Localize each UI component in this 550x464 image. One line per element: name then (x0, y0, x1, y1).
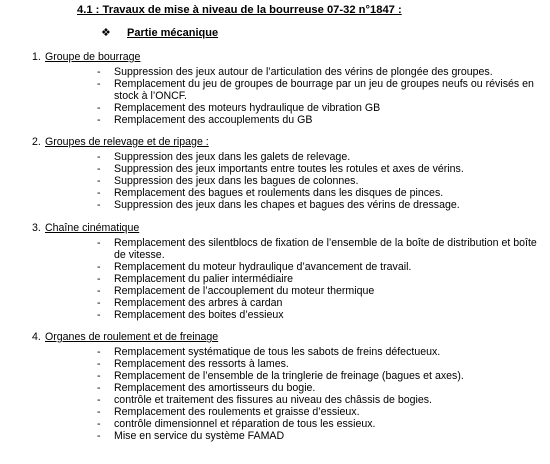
item-text: Suppression des jeux dans les galets de relevage. (114, 151, 351, 163)
list-item (32, 406, 537, 418)
list-item (32, 430, 537, 442)
item-text: Remplacement de l’accouplement du moteur thermique (114, 285, 375, 297)
section-label: Groupes de relevage et de ripage : (45, 136, 209, 148)
dash-bullet-icon: - (97, 199, 101, 211)
item-text: Remplacement des boites d’essieux (114, 309, 284, 321)
subtitle (101, 27, 218, 39)
list-item (32, 297, 537, 309)
section-label: Groupe de bourrage (45, 51, 141, 63)
dash-bullet-icon: - (97, 406, 101, 418)
list-item (32, 175, 537, 187)
section-number: 4. (32, 331, 41, 343)
item-text: contrôle et traitement des fissures au niveau des châssis de bogies. (114, 394, 432, 406)
list-item (32, 151, 537, 163)
dash-bullet-icon: - (97, 358, 101, 370)
item-text: Remplacement des accouplements du GB (114, 114, 313, 126)
subtitle-text: Partie mécanique (127, 27, 219, 39)
document-title: 4.1 : Travaux de mise à niveau de la bourreuse 07-32 n°1847 : (77, 4, 402, 16)
list-item (32, 309, 537, 321)
item-list (32, 237, 537, 321)
section-organes-de-roulement (32, 331, 537, 442)
list-item (32, 261, 537, 273)
item-list (32, 66, 537, 126)
list-item (32, 78, 537, 102)
section-heading (32, 331, 537, 343)
dash-bullet-icon: - (97, 382, 101, 394)
dash-bullet-icon: - (97, 430, 101, 442)
item-list (32, 151, 537, 211)
dash-bullet-icon: - (97, 66, 101, 78)
list-item (32, 66, 537, 78)
list-item (32, 114, 537, 126)
section-label: Chaîne cinématique (45, 222, 140, 234)
item-text: Mise en service du système FAMAD (114, 430, 285, 442)
dash-bullet-icon: - (97, 102, 101, 114)
dash-bullet-icon: - (97, 175, 101, 187)
item-text: Suppression des jeux dans les chapes et bagues des vérins de dressage. (114, 199, 460, 211)
dash-bullet-icon: - (97, 114, 101, 126)
dash-bullet-icon: - (97, 418, 101, 430)
dash-bullet-icon: - (97, 163, 101, 175)
list-item (32, 370, 537, 382)
item-text: Remplacement des bagues et roulements dans les disques de pinces. (114, 187, 444, 199)
section-groupe-de-bourrage (32, 51, 537, 126)
item-text: Remplacement des roulements et graisse d’essieux. (114, 406, 360, 418)
section-number: 3. (32, 222, 41, 234)
item-text: Remplacement du moteur hydraulique d’avancement de travail. (114, 261, 412, 273)
list-item (32, 237, 537, 261)
list-item (32, 382, 537, 394)
dash-bullet-icon: - (97, 297, 101, 309)
dash-bullet-icon: - (97, 237, 101, 249)
section-label: Organes de roulement et de freinage (45, 331, 219, 343)
list-item (32, 199, 537, 211)
item-text: Remplacement des arbres à cardan (114, 297, 283, 309)
section-heading (32, 136, 537, 148)
item-text: Remplacement des amortisseurs du bogie. (114, 382, 316, 394)
item-text: contrôle dimensionnel et réparation de tous les essieux. (114, 418, 376, 430)
dash-bullet-icon: - (97, 309, 101, 321)
item-text: Remplacement systématique de tous les sabots de freins défectueux. (114, 346, 441, 358)
item-text: Suppression des jeux dans les bagues de colonnes. (114, 175, 359, 187)
list-item (32, 418, 537, 430)
item-text: Remplacement des silentblocs de fixation de l’ensemble de la boîte de distribution et boîte de vitesse. (114, 237, 537, 261)
section-heading (32, 51, 537, 63)
list-item (32, 346, 537, 358)
dash-bullet-icon: - (97, 285, 101, 297)
list-item (32, 285, 537, 297)
list-item (32, 273, 537, 285)
section-groupes-de-relevage (32, 136, 537, 211)
dash-bullet-icon: - (97, 346, 101, 358)
item-text: Remplacement des ressorts à lames. (114, 358, 289, 370)
list-item (32, 358, 537, 370)
item-text: Remplacement du jeu de groupes de bourrage par un jeu de groupes neufs ou révisés en stock à l’ONCF. (114, 78, 534, 102)
section-chaine-cinematique (32, 222, 537, 321)
list-item (32, 394, 537, 406)
item-text: Remplacement de l’ensemble de la tringlerie de freinage (bagues et axes). (114, 370, 464, 382)
list-item (32, 102, 537, 114)
dash-bullet-icon: - (97, 151, 101, 163)
dash-bullet-icon: - (97, 394, 101, 406)
diamond-bullet-icon: ❖ (101, 27, 111, 39)
dash-bullet-icon: - (97, 78, 101, 90)
item-list (32, 346, 537, 442)
dash-bullet-icon: - (97, 187, 101, 199)
item-text: Suppression des jeux importants entre toutes les rotules et axes de vérins. (114, 163, 464, 175)
dash-bullet-icon: - (97, 273, 101, 285)
section-heading (32, 222, 537, 234)
dash-bullet-icon: - (97, 370, 101, 382)
list-item (32, 163, 537, 175)
section-number: 1. (32, 51, 41, 63)
item-text: Suppression des jeux autour de l’articulation des vérins de plongée des groupes. (114, 66, 493, 78)
section-number: 2. (32, 136, 41, 148)
item-text: Remplacement des moteurs hydraulique de vibration GB (114, 102, 381, 114)
dash-bullet-icon: - (97, 261, 101, 273)
list-item (32, 187, 537, 199)
item-text: Remplacement du palier intermédiaire (114, 273, 294, 285)
